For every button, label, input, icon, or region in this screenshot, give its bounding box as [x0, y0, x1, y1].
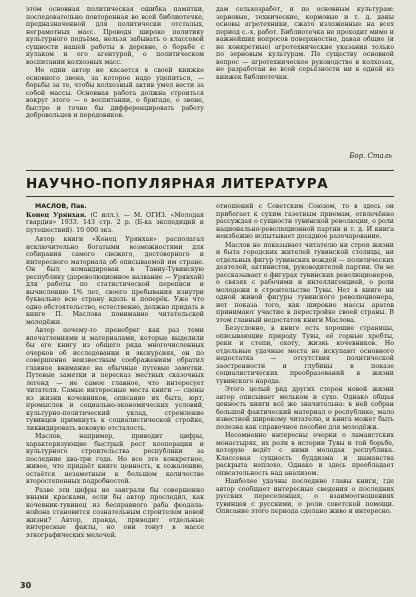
- review-right-column: [216, 203, 394, 585]
- body-paragraph: Автор книги «Конец Урянхая» располагал исключительно богатыми возможностями для собирания самого свежего, достоверного и интересного материала об описываемой им стране. Он был командирован в Танну-Тувинскую республику (дореволюционное название — Урянхай) для работы по статистической переписи и вычислению 1% лет, своего пребывания изнутри буквально всю страну вдоль и поперёк. Уже что одно обстоятельство, естественно, должно придать в книге П. Маслова понимание читательской молодёжи.: [26, 236, 204, 326]
- body-paragraph: Не один автор не касается в своей книжке основного звена, за которое надо уцепиться, — борьбы за то, чтобы колхозный актив умел вести за собой массы. Основная работа должна строиться вокруг этого — о воспитании, о бригаде, о звене, быстро и точно бы дифференцировать работу добровольцев и передовиков.: [26, 67, 204, 119]
- section-divider-bottom: [26, 196, 394, 197]
- previous-review-left-column: [26, 6, 204, 166]
- body-paragraph: Автор почему-то пренебрег как раз теми впечатлениями и материалами, которые выделили бы его книгу из общего ряда многочисленных очерков об исследовании и экскурсиях, он по совершенно неизвестным соображениям обратил главное внимание на обычные путевые заметки. Путевые заметки и пересказ местных сказочных легенд — не самое главное, что интересует читателя. Самые интересные места книги — сцены из жизни кочевников, описание их быта, юрт, промыслов и социально-экономических условий, культурно-политический уклад, стремление тувинцев примкнуть к социалистической стройке, ликвидировать вековую отсталость.: [26, 327, 204, 432]
- body-paragraph: Маслов не показывает читателю ни строя жизни и быта городских жителей тувинской столицы, ни отдельных фигур тувинских вождей — политических деятелей, активистов, руководителей партии. Он не рассказывает о фигурах тувинских революционеров, о связях с рабочими и интеллигенцией, о роли молодежи в строительстве Тувы. Нет в книге ни одной живой фигуры тувинского революционера, нет показа того, как широкие массы аратов принимают участие в перестройке своей страны. В этом главный недостаток книги Маслова.: [216, 241, 394, 324]
- review-author: МАСЛОВ, Пав.: [35, 203, 87, 210]
- review-signature: Бор. Сталь: [349, 152, 392, 160]
- body-paragraph: Несомненно интересны очерки о ламаистских монастырях, их роли в истории Тувы и той борьбе, которую ведёт с ними молодая республика. Классовая сущность буддизма и шаманства раскрыта неплохо. Однако и здесь преобладает описательность над анализом.: [216, 432, 394, 477]
- body-paragraph: отношений с Советским Союзом, то в здесь он прибегает к сухим газетным приемам, отвлечённо рассуждая о сущности тувинской революции, о роли национально-революционной партии и т. д. И книга неизбежно испытывает досадное разочарование.: [216, 203, 394, 240]
- page-number: 30: [20, 581, 32, 590]
- body-paragraph: этом основная политическая ошибка памятки, последовательно повторенная во всей библиотечке, предназначенной для политически отсталых, неграмотных масс. Проводя широко политику культурного подъёма, нельзя забывать о классовой сущности нашей работы в деревне, о борьбе с кулаком и его агентурой, о политическом воспитании колхозных масс.: [26, 6, 204, 66]
- body-paragraph: Этого целый ряд других сторон новой жизни автор описывает мельком и сухо. Однако общая ценность книги всё же значительна: в ней собран большой фактический материал о республике, мало известной широкому читателю, и книга может быть полезна как справочное пособие для молодёжи.: [216, 386, 394, 431]
- previous-review-right-column: [216, 6, 394, 152]
- body-paragraph: Разве эти цифры не заиграли бы совершенно иными красками, если бы автор проследил, как кочевник-тувинец из бесправного раба феодала-нойона становится сознательным строителем новой жизни? Автор, правда, приводит отдельные интересные факты, но они тонут в массе этнографических мелочей.: [26, 486, 204, 539]
- body-paragraph: дам сельхозработ, и по основным культурам: зерновые, технические, кормовые и т. д. даны основы агротехники, сжато изложенные на всех период с.-х. работ. Библиотечка не проходит мимо и важнейших вопросов поверхностно, давая общие (и не конкретные) агротехнические указания только по зерновым культурам. По существу основной вопрос — агротехническое руководство в колхозах, не разработан во всей серьёзности ни в одной из книжек библиотечки.: [216, 6, 394, 81]
- body-paragraph: Наиболее удачны последние главы книги, где автор сообщает интересные сведения о последних русских переселенцах, о взаимоотношениях тувинцев с русскими, о роли советской помощи. Описание этого периода сделано живо и интересно.: [216, 478, 394, 515]
- bibliographic-entry: [26, 212, 204, 235]
- book-imprint: (С илл.). — М. ОГИЗ. «Молодая гвардия» 1933. 143 стр. 2 р. (Б-ка экспедиций и путешествий). 10 000 экз.: [26, 211, 204, 234]
- review-left-column: [26, 203, 204, 575]
- body-paragraph: Маслов, например, приводит цифры, характеризующие быстрый рост кооперации и культурного строительства республики за последние два-три года. Но все это конкретное, живое, что придаёт книге ценность, к сожалению, остаётся незаметным в большом количестве второстепенных подробностей.: [26, 433, 204, 485]
- body-paragraph: Безусловно, в книге есть хорошие страницы, описывающие природу Тувы, её горные хребты, реки и степи, охоту, жизнь кочевников. Но отдельные удачные места не искупают основного недостатка — отсутствия политической заостренности и глубины в показе социалистических преобразований в жизни тувинского народа.: [216, 325, 394, 385]
- section-divider-top: [26, 170, 394, 171]
- section-title: НАУЧНО-ПОПУЛЯРНАЯ ЛИТЕРАТУРА: [26, 176, 329, 192]
- book-title: Конец Урянхая.: [26, 211, 87, 219]
